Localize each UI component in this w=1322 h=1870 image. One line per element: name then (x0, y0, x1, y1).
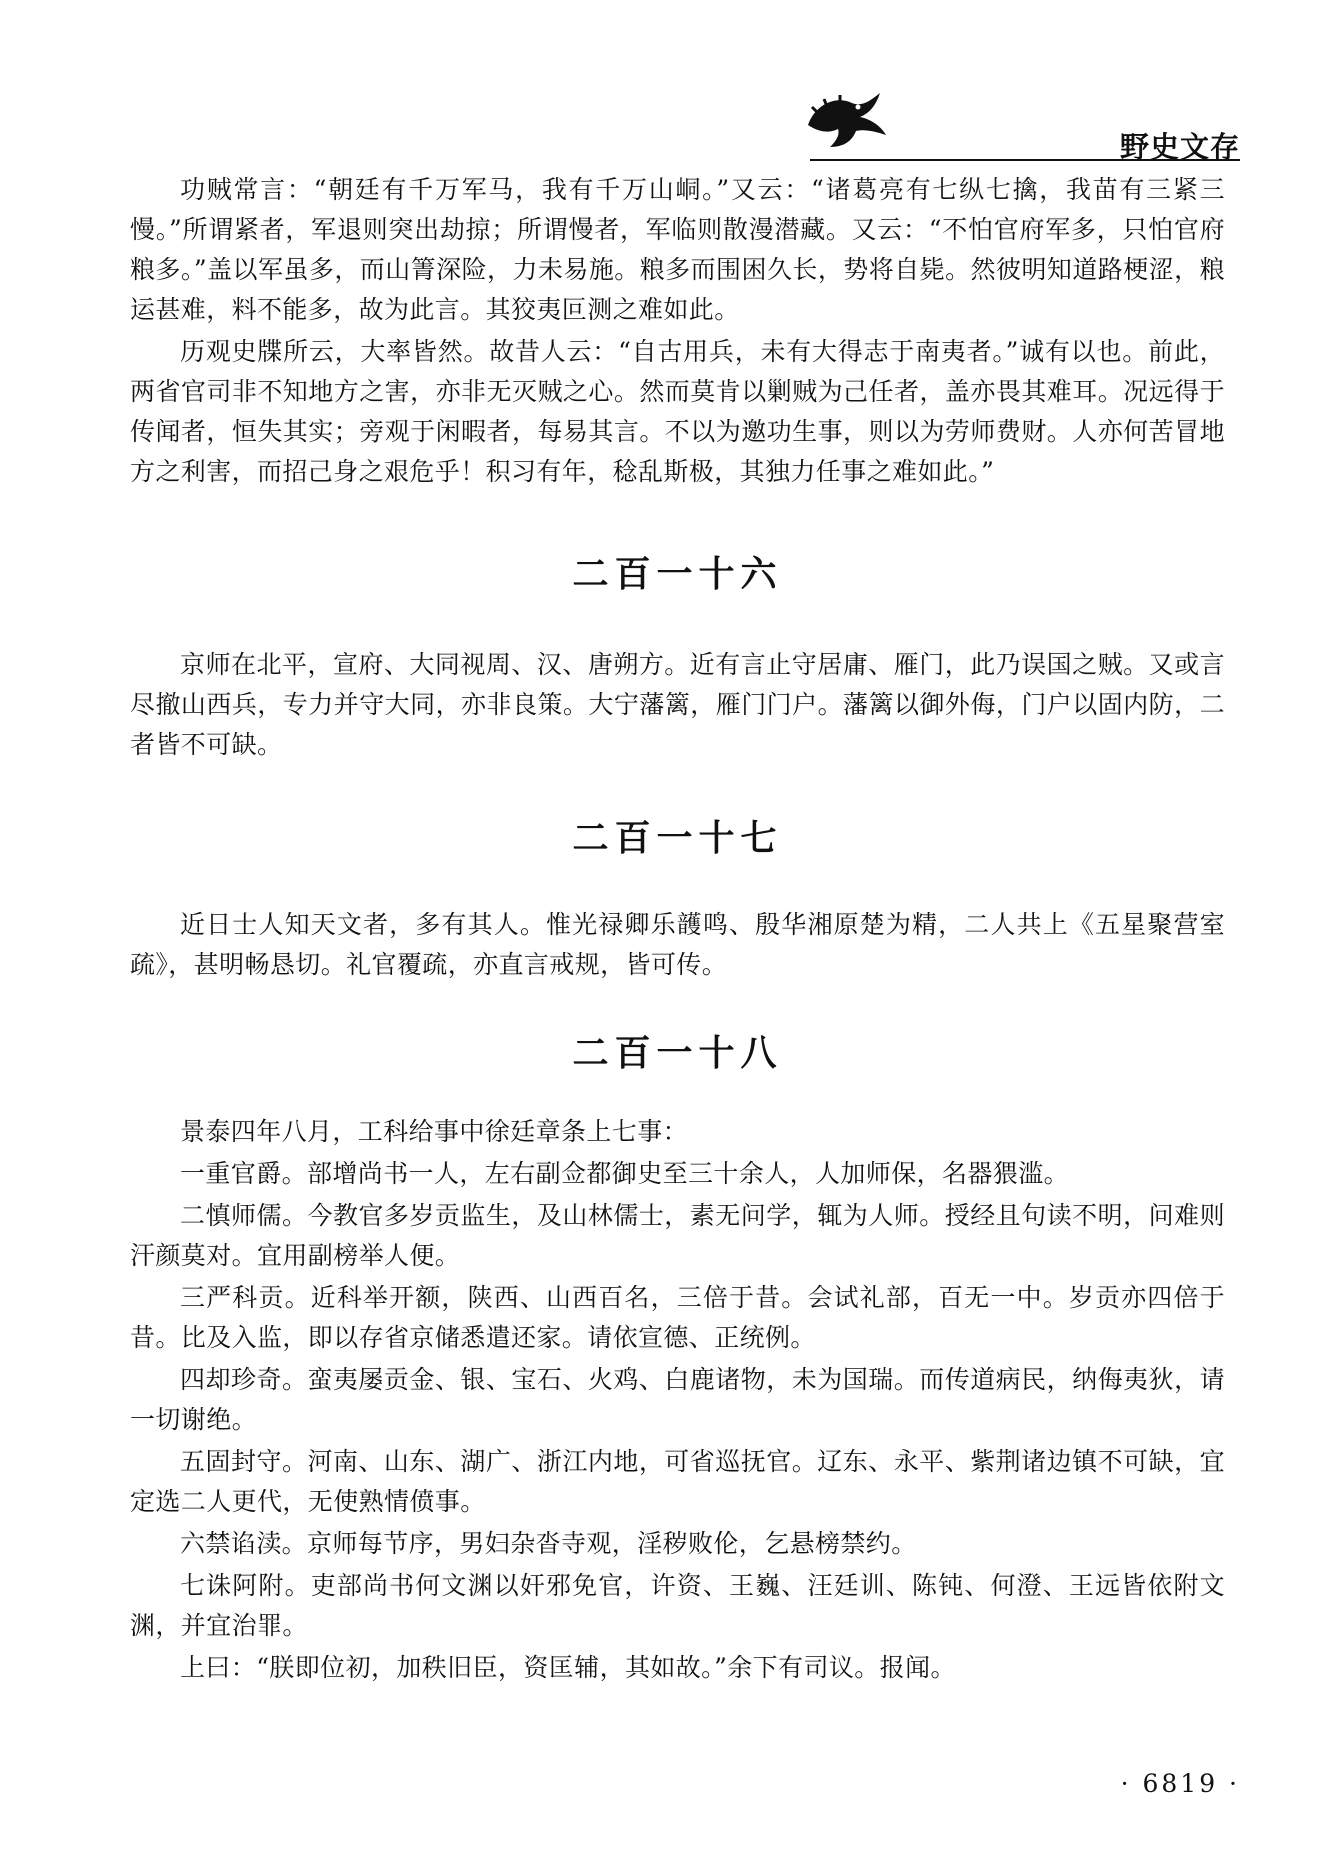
paragraph: 景泰四年八月，工科给事中徐廷章条上七事： (180, 1117, 689, 1146)
page-number: · 6819 · (1120, 1769, 1240, 1798)
paragraph: 三严科贡。近科举开额，陕西、山西百名，三倍于昔。会试礼部，百无一中。岁贡亦四倍于昔。比及入监，即以存省京储悉遣还家。请依宣德、正统例。 (130, 1283, 1225, 1352)
paragraph: 近日士人知天文者，多有其人。惟光禄卿乐頀鸣、殷华湘原楚为精，二人共上《五星聚营室疏》，甚明畅恳切。礼官覆疏，亦直言戒规，皆可传。 (130, 910, 1225, 979)
paragraph: 京师在北平，宣府、大同视周、汉、唐朔方。近有言止守居庸、雁门，此乃误国之贼。又或言尽撤山西兵，专力并守大同，亦非良策。大宁藩篱，雁门门户。藩篱以御外侮，门户以固内防，二者皆不可缺。 (130, 650, 1225, 759)
paragraph: 六禁谄渎。京师每节序，男妇杂沓寺观，淫秽败伦，乞悬榜禁约。 (180, 1529, 917, 1558)
dragon-icon (800, 85, 890, 155)
header-rule (810, 159, 1240, 161)
paragraph: 历观史牒所云，大率皆然。故昔人云：“自古用兵，未有大得志于南夷者。”诚有以也。前此，两省官司非不知地方之害，亦非无灭贼之心。然而莫肯以剿贼为己任者，盖亦畏其难耳。况远得于传闻者，恒失其实；旁观于闲暇者，每易其言。不以为邀功生事，则以为劳师费财。人亦何苦冒地方之利害，而招己身之艰危乎！积习有年，稔乱斯极，其独力任事之难如此。” (130, 337, 1225, 486)
paragraph: 二慎师儒。今教官多岁贡监生，及山林儒士，素无问学，辄为人师。授经且句读不明，问难则汗颜莫对。宜用副榜举人便。 (130, 1201, 1225, 1270)
paragraph: 一重官爵。部增尚书一人，左右副佥都御史至三十余人，人加师保，名器猥滥。 (180, 1159, 1070, 1188)
section-title: 二百一十八 (572, 1032, 783, 1074)
paragraph: 功贼常言：“朝廷有千万军马，我有千万山峒。”又云：“诸葛亮有七纵七擒，我苗有三紧三慢。”所谓紧者，军退则突出劫掠；所谓慢者，军临则散漫潜藏。又云：“不怕官府军多，只怕官府粮多。”盖以军虽多，而山箐深险，力未易施。粮多而围困久长，势将自毙。然彼明知道路梗涩，粮运甚难，料不能多，故为此言。其狡夷叵测之难如此。 (130, 175, 1225, 324)
paragraph: 五固封守。河南、山东、湖广、浙江内地，可省巡抚官。辽东、永平、紫荆诸边镇不可缺，宜定选二人更代，无使熟情偾事。 (130, 1447, 1225, 1516)
paragraph: 上曰：“朕即位初，加秩旧臣，资匡辅，其如故。”余下有司议。报闻。 (180, 1653, 956, 1682)
section-title: 二百一十七 (572, 817, 783, 859)
section-title: 二百一十六 (572, 553, 783, 595)
paragraph: 四却珍奇。蛮夷屡贡金、银、宝石、火鸡、白鹿诸物，未为国瑞。而传道病民，纳侮夷狄，请一切谢绝。 (130, 1365, 1225, 1434)
series-title: 野史文存 (1119, 130, 1240, 164)
paragraph: 七诛阿附。吏部尚书何文渊以奸邪免官，许资、王巍、汪廷训、陈钝、何澄、王远皆依附文渊，并宜治罪。 (130, 1571, 1225, 1640)
page-header (800, 85, 1240, 165)
page-content (130, 170, 1225, 1688)
